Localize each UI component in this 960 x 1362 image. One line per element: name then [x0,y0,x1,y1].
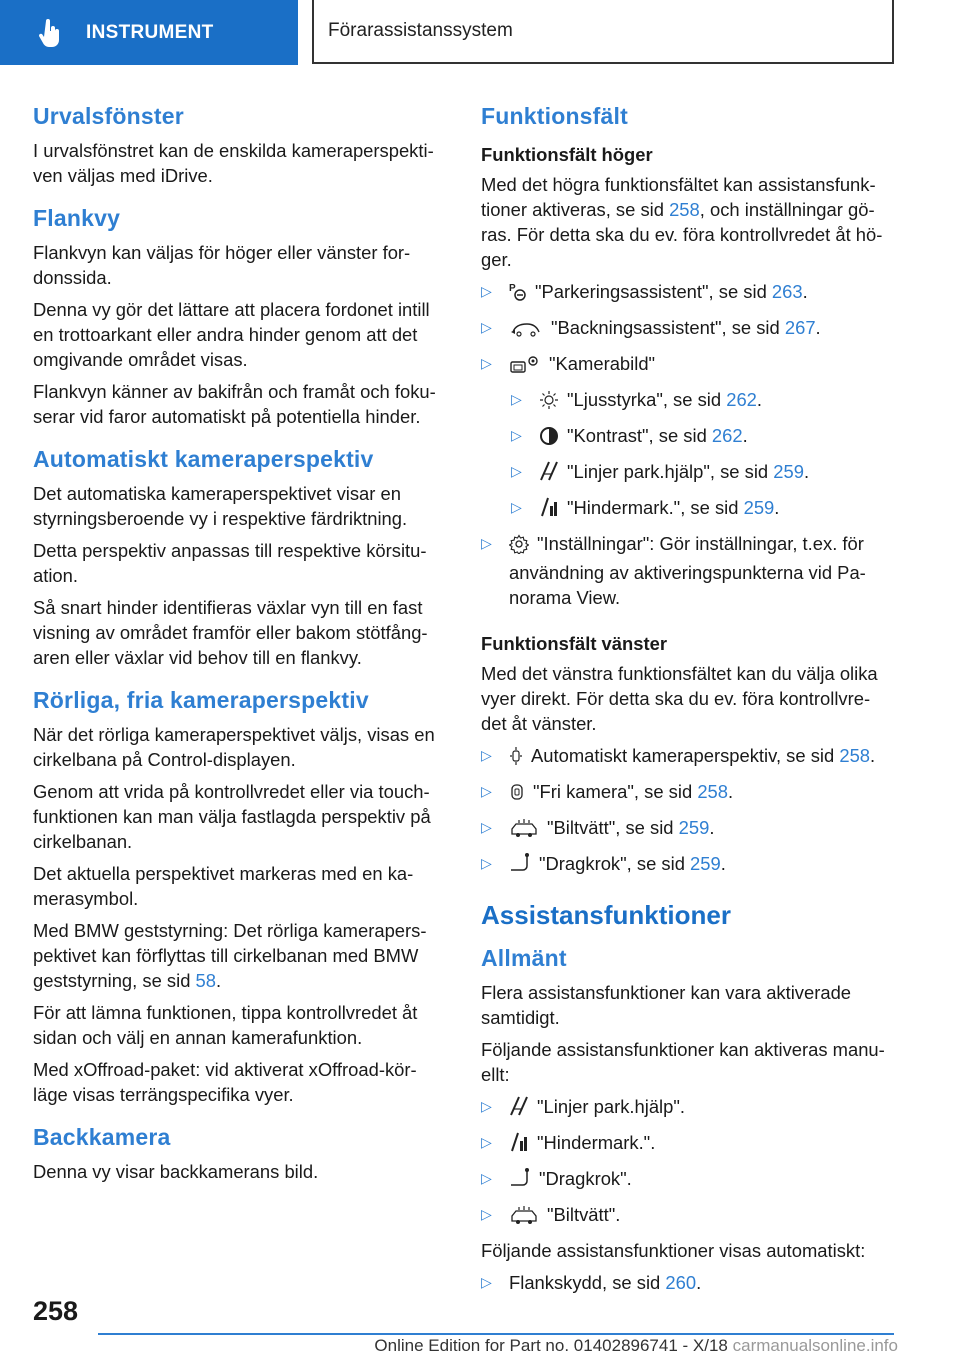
right-column [481,100,893,1302]
paragraph [33,918,445,993]
paragraph: Denna vy visar backkamerans bild. [33,1161,319,1182]
page-link[interactable]: 259 [773,461,804,482]
triangle-bullet-icon: ▷ [481,535,492,551]
text: "Parkeringsassistent", se sid [535,281,772,302]
obstacle-marking-icon [539,496,559,524]
page-link[interactable]: 258 [697,781,728,802]
list-item [481,743,893,772]
paragraph: Detta perspektiv anpassas till respektive körsitu-ation. [33,540,427,586]
heading-funktionsfalt-vanster: Funktionsfält vänster [481,633,667,654]
text: Flankskydd, se sid [509,1272,666,1293]
list-item [511,423,893,452]
list-item [481,531,893,610]
list-item [511,495,893,524]
footer-divider [98,1333,894,1335]
triangle-bullet-icon: ▷ [481,1134,492,1150]
text: . [709,817,715,838]
text: , och inställningar gö-ras. För detta ska du ev. föra kontrollvredet åt hö-ger. [481,199,883,270]
paragraph: I urvalsfönstret kan de enskilda kameraperspekti-ven väljas med iDrive. [33,140,434,186]
header-tab [0,0,298,65]
triangle-bullet-icon: ▷ [481,1274,492,1290]
text: "Biltvätt". [547,1204,621,1225]
triangle-bullet-icon: ▷ [481,355,492,371]
free-camera-icon [509,782,525,808]
text: . [870,745,876,766]
contrast-icon [539,426,559,452]
paragraph: Denna vy gör det lättare att placera fordonet intill en trottoarkant eller andra hinder genom att det omgivande området visas. [33,299,430,370]
heading-flankvy: Flankvy [33,205,121,231]
page-link[interactable]: 259 [743,497,775,518]
car-wash-icon [509,1205,539,1231]
paragraph [481,172,893,272]
list-item [481,851,893,880]
paragraph: När det rörliga kameraperspektivet väljs, visas en cirkelbana på Control-displayen. [33,724,435,770]
text: . [696,1272,702,1293]
watermark: carmanualsonline.info [732,1336,898,1355]
list-item [481,1094,893,1123]
page-link[interactable]: 267 [784,317,816,338]
page-link[interactable]: 258 [839,745,871,766]
list-item [481,1130,893,1159]
triangle-bullet-icon: ▷ [481,819,492,835]
text: "Inställningar": Gör inställningar, t.ex. för användning av aktiveringspunkterna vid Pa-norama View. [509,533,866,608]
list-item [481,1270,893,1295]
text: Automatiskt kameraperspektiv, se sid [531,745,840,766]
sub-list [481,387,893,524]
text: . [802,281,808,302]
text: "Dragkrok", se sid [539,853,691,874]
svg-text:P: P [509,283,516,294]
text: . [803,461,810,482]
edition-text: Online Edition for Part no. 01402896741 - X/18 [374,1336,728,1355]
text: "Linjer park.hjälp". [537,1096,685,1117]
text: "Kamerabild" [549,353,656,374]
heading-funktionsfalt-hoger: Funktionsfält höger [481,144,653,165]
text: . [742,425,748,446]
page-link[interactable]: 259 [690,853,721,874]
list-item [481,351,893,380]
brightness-icon [539,390,559,416]
paragraph: Följande assistansfunktioner visas automatiskt: [481,1240,866,1261]
paragraph: Det aktuella perspektivet markeras med en ka-merasymbol. [33,863,414,909]
text: Med det högra funktionsfältet kan assistansfunk-tioner aktiveras, se sid [481,174,876,220]
text: . [756,389,763,410]
page-link[interactable]: 58 [195,970,216,991]
page-link[interactable]: 258 [669,199,700,220]
gear-icon [509,534,529,560]
triangle-bullet-icon: ▷ [481,1170,492,1186]
header-section-title: Förarassistanssystem [312,0,894,64]
triangle-bullet-icon: ▷ [511,391,522,407]
paragraph: Flera assistansfunktioner kan vara aktiverade samtidigt. [481,982,852,1028]
triangle-bullet-icon: ▷ [511,463,522,479]
text: . [728,781,734,802]
list-item [481,315,893,344]
list-item [481,815,893,844]
parking-lines-icon [539,460,559,488]
paragraph: Så snart hinder identifieras växlar vyn till en fast visning av området framför eller bakom stötfång-aren eller växlar vid behov till en flankvy. [33,597,428,668]
heading-funktionsfalt: Funktionsfält [481,103,628,129]
parking-assistant-icon [509,282,527,308]
text: "Hindermark.", se sid [567,497,744,518]
heading-rorliga: Rörliga, fria kameraperspektiv [33,687,369,713]
paragraph: Flankvyn kan väljas för höger eller vänster for-donssida. [33,242,411,288]
triangle-bullet-icon: ▷ [481,319,492,335]
list-item [481,279,893,308]
parking-lines-icon [509,1095,529,1123]
list-item [481,1166,893,1195]
paragraph: Det automatiska kameraperspektivet visar en styrningsberoende vy i respektive färdriktning. [33,483,408,529]
text: "Kontrast", se sid [567,425,712,446]
text: "Fri kamera", se sid [533,781,698,802]
heading-assistansfunktioner: Assistansfunktioner [481,900,731,930]
page-link[interactable]: 259 [678,817,710,838]
page-link[interactable]: 263 [771,281,803,302]
reversing-assistant-icon [509,319,543,344]
paragraph: För att lämna funktionen, tippa kontrollvredet åt sidan och välj en annan kamerafunktion. [33,1002,418,1048]
page-number: 258 [33,1296,79,1326]
text: . [720,853,726,874]
paragraph: Flankvyn känner av bakifrån och framåt och foku-serar vid faror automatiskt på potentiella hinder. [33,381,436,427]
paragraph: Genom att vrida på kontrollvredet eller via touch-funktionen kan man välja fastlagda perspektiv på cirkelbanan. [33,781,431,852]
list-item [511,459,893,488]
text: Med BMW geststyrning: Det rörliga kamerapers-pektivet kan förflyttas till cirkelbanan med BMW geststyrning, se sid [33,920,427,991]
text: "Ljusstyrka", se sid [567,389,727,410]
page-link[interactable]: 262 [711,425,743,446]
text: "Biltvätt", se sid [547,817,679,838]
list-item [511,387,893,416]
text: "Linjer park.hjälp", se sid [567,461,774,482]
heading-backkamera: Backkamera [33,1124,171,1150]
heading-urvalsfonster: Urvalsfönster [33,103,184,129]
triangle-bullet-icon: ▷ [481,747,492,763]
triangle-bullet-icon: ▷ [511,499,522,515]
car-wash-icon [509,818,539,844]
hand-icon [38,18,68,48]
triangle-bullet-icon: ▷ [481,855,492,871]
page-link[interactable]: 262 [726,389,757,410]
triangle-bullet-icon: ▷ [481,283,492,299]
header-tab-label: INSTRUMENT [86,21,214,43]
page-link[interactable]: 260 [665,1272,697,1293]
heading-automatiskt: Automatiskt kameraperspektiv [33,446,374,472]
list-item [481,779,893,808]
text: . [815,317,821,338]
obstacle-marking-icon [509,1131,529,1159]
camera-settings-icon [509,354,541,380]
text: "Backningsassistent", se sid [551,317,785,338]
paragraph: Följande assistansfunktioner kan aktiveras manu-ellt: [481,1039,885,1085]
list-item [481,1202,893,1231]
triangle-bullet-icon: ▷ [481,783,492,799]
tow-hitch-icon [509,852,531,880]
tow-hitch-icon [509,1167,531,1195]
text: . [216,970,222,991]
paragraph: Med xOffroad-paket: vid aktiverat xOffroad-kör-läge visas terrängspecifika vyer. [33,1059,417,1105]
paragraph: Med det vänstra funktionsfältet kan du välja olika vyer direkt. För detta ska du ev. föra kontrollvre-det åt vänster. [481,663,878,734]
triangle-bullet-icon: ▷ [481,1098,492,1114]
footer-edition [374,1336,898,1356]
text: "Hindermark.". [537,1132,656,1153]
heading-allmant: Allmänt [481,945,567,971]
left-column [33,100,445,1198]
text: . [774,497,780,518]
triangle-bullet-icon: ▷ [511,427,522,443]
triangle-bullet-icon: ▷ [481,1206,492,1222]
auto-camera-icon [509,746,523,772]
text: "Dragkrok". [539,1168,632,1189]
